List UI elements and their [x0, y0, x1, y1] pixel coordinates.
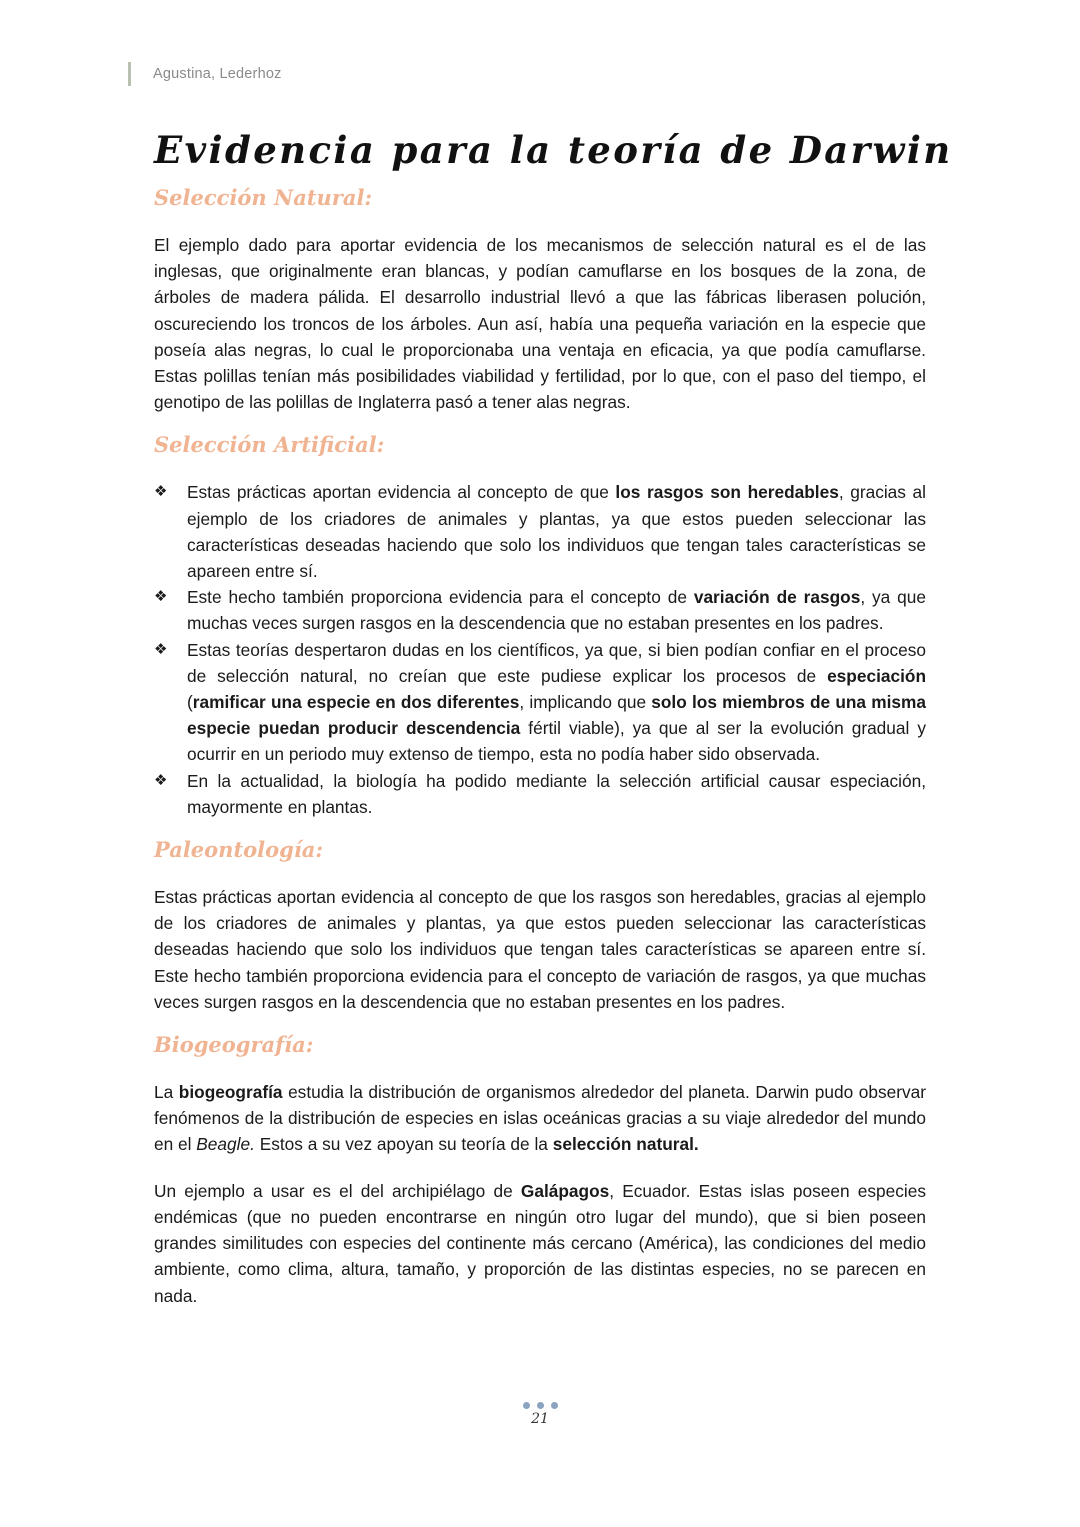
bold-text: variación de rasgos [693, 587, 861, 608]
paragraph-seleccion-natural: El ejemplo dado para aportar evidencia de los mecanismos de selección natural es el de las inglesas, que originalmente eran blancas, y podían camuflarse en los bosques de la zona, de árboles de madera pálida. El desarrollo industrial llevó a que las fábricas liberasen polución, oscureciendo los troncos de los árboles. Aun así, había una pequeña variación en la especie que poseía alas negras, lo cual le proporcionaba una ventaja en eficacia, ya que podía camuflarse. Estas polillas tenían más posibilidades viabilidad y fertilidad, por lo que, con el paso del tiempo, el genotipo de las polillas de Inglaterra pasó a tener alas negras. [154, 235, 926, 413]
italic-text: Beagle. [196, 1134, 255, 1155]
text-run: Estos a su vez apoyan su teoría de la [254, 1134, 553, 1155]
paragraph-biogeografia-2 [154, 1178, 926, 1309]
text-run: estudia la distribución de organismos alrededor del planeta. Darwin pudo observar fenómenos de la distribución de especies en islas oceánicas gracias a su viaje alrededor del mundo en el [154, 1082, 926, 1155]
text-run: Un ejemplo a usar es el del archipiélago de [154, 1180, 521, 1201]
text-run: Estas teorías despertaron dudas en los científicos, ya que, si bien podían confiar en el proceso de selección natural, no creían que este pudiese explicar los procesos de [187, 639, 926, 686]
page-number: 21 [531, 1411, 549, 1427]
paragraph-paleontologia: Estas prácticas aportan evidencia al concepto de que los rasgos son heredables, gracias al ejemplo de los criadores de animales y plantas, ya que estos pueden seleccionar las características deseadas haciendo que solo los individuos que tengan tales características se apareen entre sí. Este hecho también proporciona evidencia para el concepto de variación de rasgos, ya que muchas veces surgen rasgos en la descendencia que no estaban presentes en los padres. [154, 887, 926, 1012]
list-item [154, 768, 926, 820]
text-run: , gracias al ejemplo de los criadores de animales y plantas, ya que estos pueden seleccionar las características deseadas haciendo que solo los individuos que tengan tales características se apareen entre sí. [187, 482, 926, 582]
dot [523, 1402, 530, 1409]
diamond-bullet-icon: ❖ [154, 640, 168, 658]
diamond-bullet-icon: ❖ [154, 588, 168, 606]
bold-text: especiación [827, 665, 926, 686]
text-run: La [154, 1082, 179, 1103]
page-header [128, 62, 282, 86]
header-divider [128, 62, 131, 86]
bold-text: Galápagos [520, 1180, 610, 1201]
text-run: , ya que muchas veces surgen rasgos en la descendencia que no estaban presentes en los padres. [187, 587, 926, 634]
text-run: En la actualidad, la biología ha podido mediante la selección artificial causar especiación, mayormente en plantas. [187, 770, 926, 817]
heading-biogeografia: Biogeografía: [154, 1032, 314, 1058]
text-run: fértil viable), ya que al ser la evolución gradual y ocurrir en un periodo muy extenso de tiempo, esta no podía haber sido observada. [187, 718, 927, 765]
page-content [154, 124, 953, 1329]
artificial-bullet-list [154, 479, 926, 820]
text-run: , implicando que [519, 692, 652, 713]
dot [551, 1402, 558, 1409]
dot [537, 1402, 544, 1409]
paragraph-biogeografia-1 [154, 1079, 926, 1158]
heading-paleontologia: Paleontología: [154, 837, 324, 863]
heading-seleccion-natural: Selección Natural: [154, 185, 373, 210]
list-item [154, 479, 926, 584]
text-run: Estas prácticas aportan evidencia al concepto de que [187, 482, 616, 503]
bold-text: solo los miembros de una misma especie puedan producir descendencia [187, 692, 926, 739]
heading-seleccion-artificial: Selección Artificial: [154, 432, 385, 458]
header-author: Agustina, Lederhoz [153, 66, 282, 82]
text-run: ( [187, 692, 193, 713]
diamond-bullet-icon: ❖ [154, 483, 168, 501]
diamond-bullet-icon: ❖ [154, 771, 168, 789]
bold-text: ramificar una especie en dos diferentes [192, 692, 520, 713]
page-title: Evidencia para la teoría de Darwin [154, 128, 953, 172]
list-item [154, 637, 926, 768]
bold-text: selección natural. [552, 1134, 699, 1155]
bold-text: los rasgos son heredables [615, 482, 839, 503]
bold-text: biogeografía [178, 1082, 283, 1103]
footer-dots-icon [0, 1402, 1080, 1409]
text-run: Este hecho también proporciona evidencia para el concepto de [187, 587, 694, 608]
text-run: , Ecuador. Estas islas poseen especies endémicas (que no pueden encontrarse en ningún otro lugar del mundo), que si bien poseen grandes similitudes con especies del continente más cercano (América), las condiciones del medio ambiente, como clima, altura, tamaño, y proporción de las distintas especies, no se parecen en nada. [154, 1180, 926, 1306]
list-item [154, 584, 926, 636]
page-footer [0, 1402, 1080, 1427]
